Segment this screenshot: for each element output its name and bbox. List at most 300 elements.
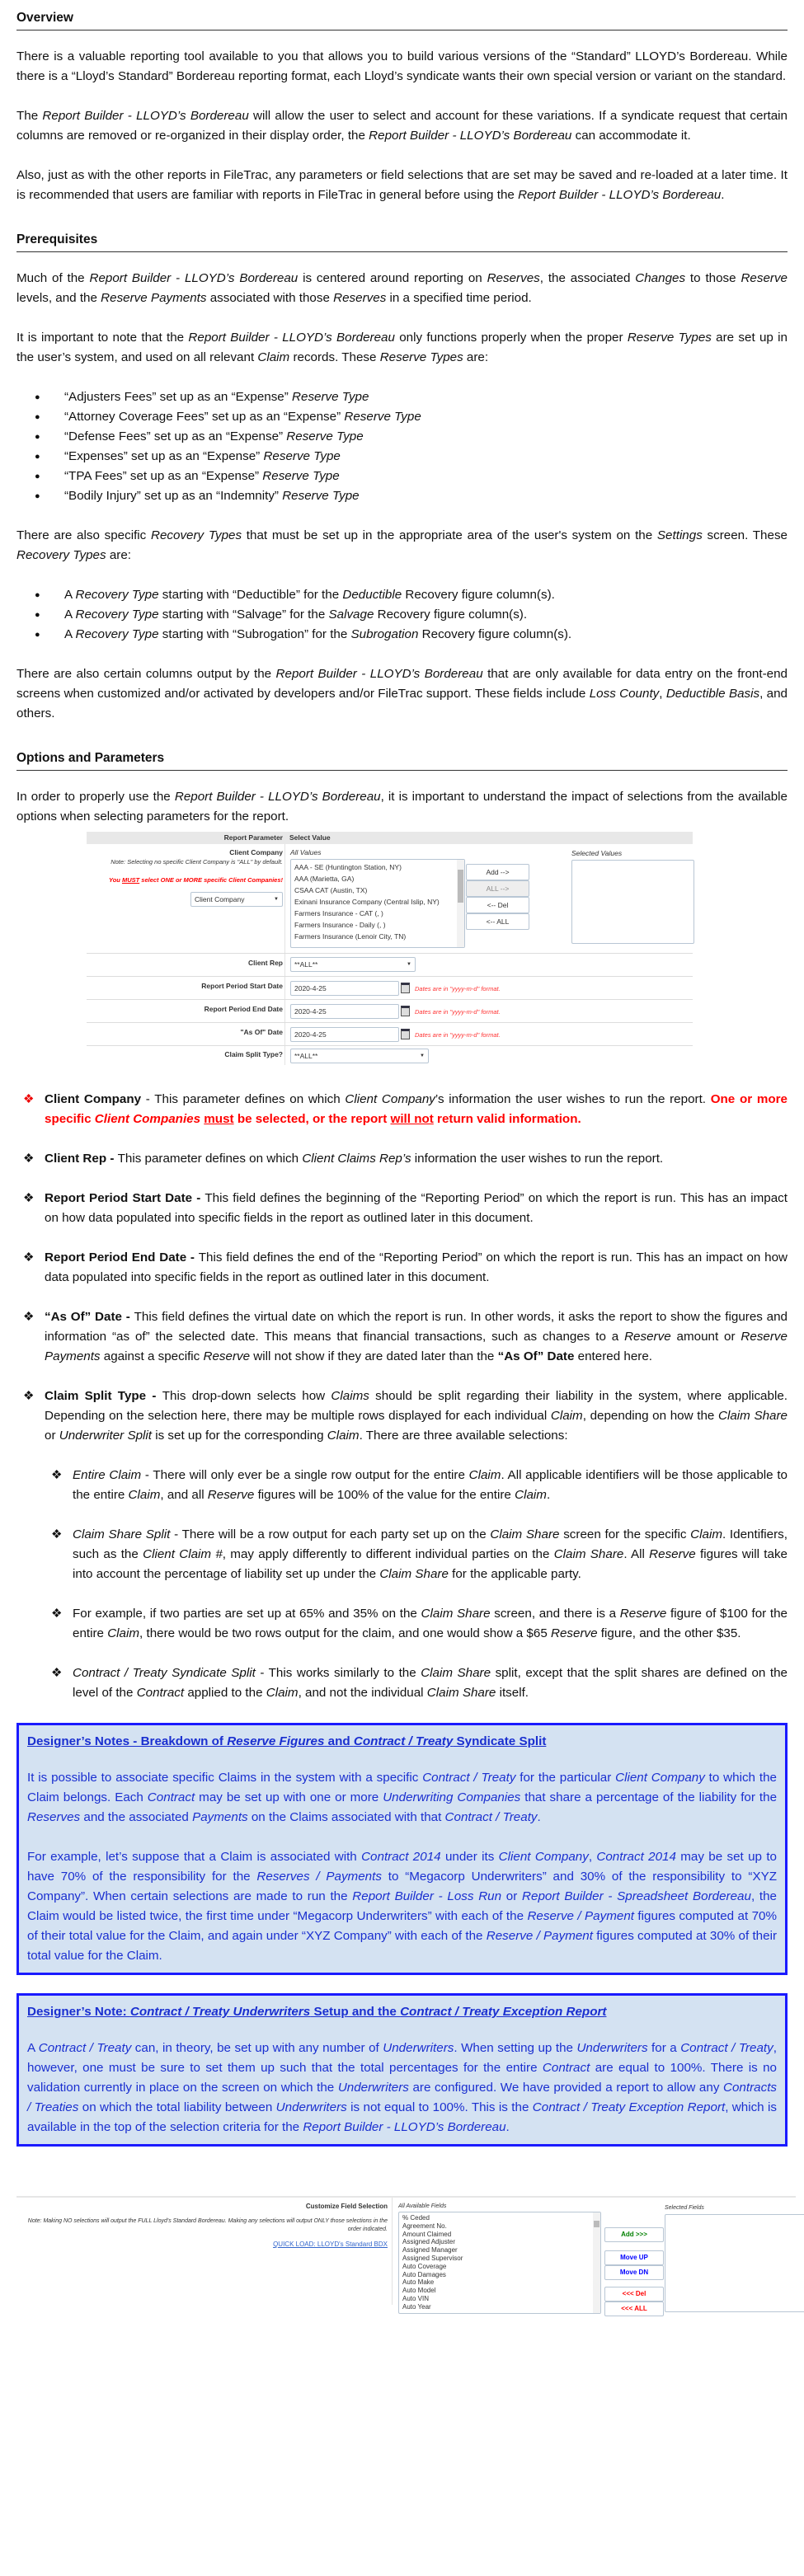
selected-values-listbox[interactable] bbox=[571, 860, 694, 944]
text-run: screen. These bbox=[702, 528, 788, 542]
text-run: Claims bbox=[331, 1389, 369, 1403]
client-company-note: Note: Selecting no specific Client Company is "ALL" by default. bbox=[110, 858, 283, 866]
text-run: Claim Share Split bbox=[73, 1527, 171, 1541]
calendar-icon[interactable] bbox=[401, 1006, 410, 1016]
warning-must: MUST bbox=[121, 876, 140, 884]
client-rep-select[interactable] bbox=[290, 957, 416, 972]
text-run: Settings bbox=[656, 528, 703, 542]
row-as-of-date bbox=[87, 1023, 693, 1046]
text-run: that share a percentage of the liability for the bbox=[520, 1790, 778, 1804]
chevron-down-icon: ▼ bbox=[420, 1053, 425, 1058]
text-run: Claim Share bbox=[379, 1567, 449, 1581]
text-run: and the associated bbox=[80, 1810, 193, 1824]
option-item bbox=[23, 1307, 788, 1367]
text-run: Reserves / Payments bbox=[256, 1870, 382, 1884]
sub-option-item bbox=[51, 1604, 788, 1644]
listbox-option[interactable]: Assigned Manager bbox=[402, 2246, 458, 2255]
list-item bbox=[64, 407, 788, 427]
text-run: Report Period Start Date - bbox=[45, 1191, 205, 1205]
selected-fields-label: Selected Fields bbox=[665, 2205, 704, 2211]
text-run: - This parameter defines on which bbox=[141, 1092, 346, 1106]
text-run: Loss County bbox=[589, 687, 660, 701]
text-run: figures computed at 30% of their total value for the Claim. bbox=[27, 1929, 778, 1963]
text-run: are: bbox=[463, 350, 489, 364]
text-run: Contracts / Treaties bbox=[27, 2081, 778, 2114]
warning-text: You bbox=[108, 876, 122, 884]
text-run: For example, if two parties are set up at 65% and 35% on the bbox=[73, 1607, 421, 1621]
chevron-down-icon: ▼ bbox=[274, 897, 279, 902]
text-run: Reserves bbox=[333, 291, 387, 305]
text-run: - There will be a row output for each party set up on the bbox=[170, 1527, 491, 1541]
as-of-date-input[interactable]: 2020-4-25 bbox=[290, 1027, 399, 1042]
text-run: Deductible Basis bbox=[665, 687, 760, 701]
text-run: Contract bbox=[147, 1790, 195, 1804]
text-run: can accommodate it. bbox=[571, 129, 691, 143]
add-all-button[interactable]: ALL --> bbox=[466, 880, 529, 897]
filter-select-value: Client Company bbox=[195, 895, 245, 903]
claim-split-label: Claim Split Type? bbox=[224, 1050, 283, 1058]
note-title bbox=[27, 1732, 777, 1752]
text-run: Contract / Treaty Underwriters bbox=[129, 2005, 311, 2019]
list-item bbox=[64, 427, 788, 447]
text-run: Claim Split Type - bbox=[45, 1389, 162, 1403]
listbox-option[interactable]: CSAA CAT (Austin, TX) bbox=[294, 886, 368, 894]
listbox-option[interactable]: Auto Damages bbox=[402, 2270, 446, 2278]
move-down-button[interactable]: Move DN bbox=[604, 2265, 664, 2280]
text-run: Subrogation bbox=[350, 627, 419, 641]
text-run: . Identifiers, such as the bbox=[73, 1527, 788, 1561]
add-field-button[interactable]: Add >>> bbox=[604, 2227, 664, 2242]
text-run: , however, one must be sure to set them up such that the total percentages for the entire bbox=[27, 2041, 777, 2075]
text-run: can, in theory, be set up with any number of bbox=[131, 2041, 383, 2055]
text-run: screen for the specific bbox=[559, 1527, 691, 1541]
text-run: starting with “Deductible” for the bbox=[158, 588, 343, 602]
delete-button[interactable]: <-- Del bbox=[466, 897, 529, 913]
text-run: figure of $100 for the entire bbox=[73, 1607, 788, 1640]
option-item bbox=[23, 1387, 788, 1703]
text-run: Changes bbox=[635, 271, 686, 285]
list-item bbox=[64, 486, 788, 506]
text-run: Reserve / Payment bbox=[486, 1929, 593, 1943]
designer-note-box bbox=[16, 1723, 788, 1975]
all-values-listbox[interactable] bbox=[290, 859, 465, 948]
text-run: Report Builder - LLOYD’s Bordereau bbox=[275, 667, 483, 681]
text-run: Report Builder - Loss Run bbox=[352, 1889, 502, 1903]
prereq-paragraph bbox=[16, 526, 788, 565]
text-run: Recovery Type bbox=[75, 608, 159, 622]
text-run: In order to properly use the bbox=[16, 790, 175, 804]
text-run: A bbox=[64, 608, 76, 622]
text-run: Client Companies bbox=[94, 1112, 201, 1126]
date-format-note: Dates are in "yyyy-m-d" format. bbox=[415, 1031, 501, 1039]
claim-split-select[interactable] bbox=[290, 1049, 429, 1063]
text-run: A bbox=[64, 588, 76, 602]
heading-options: Options and Parameters bbox=[16, 744, 788, 771]
text-run: is not equal to 100%. This is the bbox=[346, 2100, 533, 2114]
scrollbar[interactable] bbox=[457, 860, 464, 947]
text-run: Recovery figure column(s). bbox=[402, 588, 555, 602]
note-paragraph bbox=[27, 1768, 777, 1828]
text-run: starting with “Salvage” for the bbox=[158, 608, 329, 622]
text-run: Contract 2014 bbox=[596, 1850, 676, 1864]
text-run: records. These bbox=[289, 350, 380, 364]
text-run: This drop-down selects how bbox=[162, 1389, 331, 1403]
text-run: “Attorney Coverage Fees” set up as an “Expense” bbox=[64, 410, 345, 424]
text-run: . All applicable identifiers will be those applicable to the entire bbox=[73, 1468, 788, 1502]
diamond-bullet-icon: ❖ bbox=[23, 1092, 35, 1106]
option-item bbox=[23, 1090, 788, 1129]
text-run: Reserve bbox=[649, 1547, 696, 1561]
prereq-paragraph bbox=[16, 328, 788, 368]
text-run: for the applicable party. bbox=[448, 1567, 581, 1581]
text-run: Reserve bbox=[741, 271, 788, 285]
text-run: , and all bbox=[160, 1488, 208, 1502]
text-run: applied to the bbox=[184, 1686, 266, 1700]
text-run: Report Builder - LLOYD’s Bordereau bbox=[369, 129, 572, 143]
text-run: is centered around reporting on bbox=[298, 271, 487, 285]
text-run: figures will take into account the percentage of liability set up under the bbox=[73, 1547, 788, 1581]
text-run: Claim bbox=[128, 1488, 161, 1502]
text-run: , and others. bbox=[16, 687, 788, 720]
text-run: Claim bbox=[515, 1488, 547, 1502]
text-run: Report Builder - LLOYD’s Bordereau bbox=[42, 109, 249, 123]
text-run: One or more specific bbox=[45, 1092, 788, 1126]
text-run: may be set up to have 70% of the responsibility for the bbox=[27, 1850, 777, 1884]
text-run: are: bbox=[106, 548, 131, 562]
text-run: , bbox=[588, 1850, 597, 1864]
text-run: . bbox=[546, 1488, 551, 1502]
text-run: Contract / Treaty bbox=[353, 1734, 454, 1748]
text-run: Client Rep - bbox=[45, 1152, 118, 1166]
customize-field-note: Note: Making NO selections will output the FULL Lloyd's Standard Bordereau. Making any selections will output ONLY those selections in the order indicated. bbox=[27, 2218, 388, 2232]
calendar-icon[interactable] bbox=[401, 1029, 410, 1039]
text-run: “As Of” Date - bbox=[45, 1310, 134, 1324]
text-run: There are also certain columns output by the bbox=[16, 667, 276, 681]
text-run: Designer’s Note: bbox=[27, 2005, 130, 2019]
text-run: may be set up with one or more bbox=[195, 1790, 383, 1804]
text-run: A bbox=[64, 627, 76, 641]
paragraph bbox=[16, 166, 788, 205]
text-run: is set up for the corresponding bbox=[152, 1429, 327, 1443]
start-date-input[interactable]: 2020-4-25 bbox=[290, 981, 399, 996]
text-run: Recovery figure column(s). bbox=[418, 627, 572, 641]
text-run: that are only available for data entry on the front-end screens when customized and/or activated by developers and/or FileTrac support. These fields include bbox=[16, 667, 788, 701]
listbox-option[interactable]: Farmers Insurance (Lenoir City, TN) bbox=[294, 932, 407, 941]
prereq-paragraph bbox=[16, 269, 788, 308]
text-run: . All bbox=[623, 1547, 650, 1561]
option-item bbox=[23, 1248, 788, 1288]
text-run: Reserve Type bbox=[262, 469, 340, 483]
text-run: , there would be two rows output for the claim, and one would show a $65 bbox=[139, 1626, 551, 1640]
listbox-option[interactable]: Auto Make bbox=[402, 2278, 435, 2287]
client-company-warning bbox=[109, 875, 283, 884]
text-run: - This works similarly to the bbox=[255, 1666, 421, 1680]
text-run: Client Company bbox=[615, 1771, 705, 1785]
text-run: Reserve Type bbox=[344, 410, 421, 424]
text-run: . bbox=[537, 1810, 541, 1824]
listbox-option[interactable]: Assigned Adjuster bbox=[402, 2238, 456, 2246]
text-run: starting with “Subrogation” for the bbox=[158, 627, 351, 641]
text-run: - There will only ever be a single row output for the entire bbox=[141, 1468, 469, 1482]
text-run: Claim Share bbox=[426, 1686, 496, 1700]
recovery-types-list bbox=[16, 585, 788, 645]
designer-note-box bbox=[16, 1993, 788, 2147]
text-run: on which the total liability between bbox=[78, 2100, 276, 2114]
paragraph bbox=[16, 47, 788, 87]
options-list bbox=[16, 1090, 788, 1703]
client-company-filter-select[interactable] bbox=[190, 892, 283, 907]
heading-overview: Overview bbox=[16, 3, 788, 30]
text-run: Client Company bbox=[498, 1850, 589, 1864]
diamond-bullet-icon: ❖ bbox=[23, 1191, 35, 1205]
text-run: , bbox=[659, 687, 666, 701]
listbox-option[interactable]: AAA (Marietta, GA) bbox=[294, 875, 355, 883]
text-run: will not bbox=[390, 1112, 434, 1126]
text-run: Entire Claim bbox=[73, 1468, 142, 1482]
listbox-option[interactable]: Auto Coverage bbox=[402, 2262, 447, 2270]
selected-values-label: Selected Values bbox=[571, 849, 623, 857]
text-run: “Adjusters Fees” set up as an “Expense” bbox=[64, 390, 293, 404]
text-run: . bbox=[721, 188, 725, 202]
text-run: . There are three available selections: bbox=[359, 1429, 568, 1443]
text-run: Claim Share bbox=[718, 1409, 788, 1423]
reserve-types-list bbox=[16, 387, 788, 506]
text-run: , the Claim would be listed twice, the first time under “Megacorp Underwriters” with each of the bbox=[27, 1889, 777, 1923]
note-title bbox=[27, 2002, 777, 2022]
text-run: Report Builder - LLOYD’s Bordereau bbox=[174, 790, 381, 804]
text-run: split, except that the split shares are defined on the level of the bbox=[73, 1666, 788, 1700]
text-run: Report Builder - LLOYD’s Bordereau bbox=[303, 2120, 506, 2134]
claim-split-value: **ALL** bbox=[294, 1052, 318, 1060]
listbox-option[interactable]: Auto VIN bbox=[402, 2294, 430, 2302]
delete-field-button[interactable]: <<< Del bbox=[604, 2287, 664, 2302]
calendar-icon[interactable] bbox=[401, 983, 410, 993]
text-run: , and not the individual bbox=[298, 1686, 427, 1700]
list-item bbox=[64, 387, 788, 407]
listbox-option[interactable]: Auto Model bbox=[402, 2287, 436, 2295]
text-run: Reserve Types bbox=[627, 331, 712, 345]
text-run: This field defines the end of the “Reporting Period” on which the report is run. This has an impact on how data populated into specific fields in the report as outlined later in this document. bbox=[45, 1250, 788, 1284]
date-format-note: Dates are in "yyyy-m-d" format. bbox=[415, 1008, 501, 1016]
diamond-bullet-icon: ❖ bbox=[51, 1468, 63, 1482]
diamond-bullet-icon: ❖ bbox=[23, 1250, 35, 1265]
row-client-rep bbox=[87, 954, 693, 977]
text-run: Reserve / Payment bbox=[527, 1909, 634, 1923]
text-run: Reserves bbox=[487, 271, 540, 285]
text-run: Reserve Payments bbox=[45, 1330, 788, 1363]
text-run: Claim Share bbox=[553, 1547, 624, 1561]
selected-fields-listbox[interactable] bbox=[665, 2214, 804, 2312]
listbox-option[interactable]: Farmers Insurance - Daily (, ) bbox=[294, 921, 386, 929]
text-run: associated with those bbox=[206, 291, 334, 305]
text-run: Report Builder - LLOYD’s Bordereau bbox=[518, 188, 722, 202]
paragraph bbox=[16, 106, 788, 146]
client-rep-label: Client Rep bbox=[247, 959, 283, 967]
text-run: Contract bbox=[136, 1686, 185, 1700]
scrollbar[interactable] bbox=[593, 2212, 600, 2313]
delete-all-fields-button[interactable]: <<< ALL bbox=[604, 2302, 664, 2316]
text-run: Contract / Treaty Exception Report bbox=[532, 2100, 726, 2114]
client-company-label: Client Company bbox=[229, 848, 283, 856]
text-run: Reserve Type bbox=[282, 489, 360, 503]
sub-option-item bbox=[51, 1525, 788, 1584]
text-run: A bbox=[27, 2041, 39, 2055]
text-run: Reserve bbox=[207, 1488, 255, 1502]
text-run: Salvage bbox=[328, 608, 374, 622]
text-run: Reserve Type bbox=[263, 449, 341, 463]
option-item bbox=[23, 1149, 788, 1169]
text-run: Contract / Treaty Syndicate Split bbox=[73, 1666, 256, 1680]
text-run: “Defense Fees” set up as an “Expense” bbox=[64, 429, 287, 443]
diamond-bullet-icon: ❖ bbox=[23, 1310, 35, 1324]
end-date-label: Report Period End Date bbox=[204, 1005, 283, 1013]
listbox-option[interactable]: Farmers Insurance - CAT (, ) bbox=[294, 909, 383, 917]
text-run: “Expenses” set up as an “Expense” bbox=[64, 449, 264, 463]
quick-load-link[interactable]: QUICK LOAD: LLOYD's Standard BDX bbox=[273, 2241, 388, 2248]
text-run: Client Company bbox=[45, 1092, 142, 1106]
text-run: be selected, or the report bbox=[233, 1112, 391, 1126]
text-run: levels, and the bbox=[16, 291, 101, 305]
as-of-date-label: "As Of" Date bbox=[240, 1028, 283, 1036]
start-date-label: Report Period Start Date bbox=[201, 982, 283, 990]
text-run: Contract bbox=[542, 2061, 590, 2075]
note-paragraph bbox=[27, 2039, 777, 2137]
text-run: Reserve bbox=[619, 1607, 667, 1621]
text-run: Claim Share bbox=[490, 1527, 560, 1541]
listbox-option[interactable]: Agreement No. bbox=[402, 2222, 447, 2230]
text-run: to “Megacorp Underwriters” and 30% of the responsibility to “XYZ Company”. When certain selections are made to run the bbox=[27, 1870, 777, 1903]
text-run: Contract / Treaty bbox=[444, 1810, 538, 1824]
options-paragraph bbox=[16, 787, 788, 827]
text-run: Deductible bbox=[342, 588, 402, 602]
sub-option-item bbox=[51, 1466, 788, 1505]
listbox-option[interactable]: Auto Year bbox=[402, 2302, 431, 2311]
text-run: Contract / Treaty bbox=[422, 1771, 516, 1785]
text-run: Contract / Treaty bbox=[38, 2041, 132, 2055]
listbox-option[interactable]: % Ceded bbox=[402, 2214, 430, 2222]
text-run: to which the Claim belongs. Each bbox=[27, 1771, 777, 1804]
listbox-option[interactable]: AAA - SE (Huntington Station, NY) bbox=[294, 863, 402, 871]
text-run: are equal to 100%. There is no validation currently in place on the screen on which the bbox=[27, 2061, 777, 2095]
form-header bbox=[87, 832, 693, 844]
text-run: For example, let’s suppose that a Claim is associated with bbox=[27, 1850, 362, 1864]
text-run: The bbox=[16, 109, 43, 123]
listbox-option[interactable]: Amount Claimed bbox=[402, 2230, 452, 2238]
text-run: Underwriter Split bbox=[59, 1429, 152, 1443]
text-run: Reserve bbox=[624, 1330, 671, 1344]
text-run: in a specified time period. bbox=[386, 291, 532, 305]
text-run: Contract 2014 bbox=[361, 1850, 441, 1864]
text-run: , may apply differently to different individual parties on the bbox=[222, 1547, 554, 1561]
text-run: Underwriters bbox=[383, 2041, 454, 2055]
text-run: that must be set up in the appropriate area of the user's system on the bbox=[242, 528, 657, 542]
text-run: Reserve bbox=[203, 1349, 251, 1363]
text-run: Recovery Types bbox=[151, 528, 242, 542]
diamond-bullet-icon: ❖ bbox=[51, 1666, 63, 1680]
text-run: Setup and the bbox=[310, 2005, 401, 2019]
text-run: figures computed at 70% of their total value for the Claim, and again under “XYZ Company” with each of the bbox=[27, 1909, 778, 1943]
text-run: Client Claims Rep’s bbox=[302, 1152, 411, 1166]
available-fields-label: All Available Fields bbox=[398, 2203, 447, 2209]
text-run: and bbox=[324, 1734, 354, 1748]
text-run: . bbox=[505, 2120, 510, 2134]
text-run: Underwriters bbox=[337, 2081, 409, 2095]
list-item bbox=[64, 605, 788, 625]
list-item bbox=[64, 447, 788, 467]
text-run: Client Claim # bbox=[143, 1547, 223, 1561]
text-run: Much of the bbox=[16, 271, 90, 285]
date-format-note: Dates are in "yyyy-m-d" format. bbox=[415, 985, 501, 992]
text-run: This field defines the virtual date on which the report is run. In other words, it asks the report to show the figures and information “as of” the selected date. This means that financial transactions, such as changes to a bbox=[45, 1310, 788, 1344]
text-run: against a specific bbox=[100, 1349, 204, 1363]
text-run: Recovery Type bbox=[75, 588, 159, 602]
text-run: Claim bbox=[690, 1527, 722, 1541]
text-run: Contract / Treaty Exception Report bbox=[400, 2005, 607, 2019]
text-run: entered here. bbox=[574, 1349, 653, 1363]
text-run: Reserve Type bbox=[286, 429, 364, 443]
text-run: This field defines the beginning of the “Reporting Period” on which the report is run. This has an impact on how data populated into specific fields in the report as outlined later in this document. bbox=[45, 1191, 788, 1225]
report-parameters-form bbox=[87, 832, 693, 1065]
option-item bbox=[23, 1189, 788, 1228]
text-run: Claim bbox=[107, 1626, 140, 1640]
text-run: Also, just as with the other reports in FileTrac, any parameters or field selections that are set may be saved and re-loaded at a later time. It is recommended that users are familiar with reports in FileTrac in general before using the bbox=[16, 168, 788, 202]
warning-text: select ONE or MORE specific Client Companies! bbox=[139, 876, 283, 884]
text-run: Report Builder - LLOYD’s Bordereau bbox=[188, 331, 395, 345]
text-run: It is possible to associate specific Claims in the system with a specific bbox=[27, 1771, 423, 1785]
text-run: Recovery Type bbox=[75, 627, 159, 641]
text-run: Recovery Types bbox=[16, 548, 106, 562]
text-run: Claim bbox=[327, 1429, 360, 1443]
text-run: Designer’s Notes - Breakdown of bbox=[27, 1734, 228, 1748]
col-select-value: Select Value bbox=[289, 833, 331, 842]
text-run: are set up in the user’s system, and used on all relevant bbox=[16, 331, 788, 364]
move-up-button[interactable]: Move UP bbox=[604, 2250, 664, 2265]
sub-option-item bbox=[51, 1663, 788, 1703]
text-run: amount or bbox=[670, 1330, 741, 1344]
listbox-option[interactable]: Assigned Supervisor bbox=[402, 2254, 463, 2262]
text-run: This parameter defines on which bbox=[117, 1152, 303, 1166]
diamond-bullet-icon: ❖ bbox=[23, 1152, 35, 1166]
text-run: to those bbox=[685, 271, 741, 285]
text-run: Reserve Payments bbox=[101, 291, 207, 305]
list-item bbox=[64, 625, 788, 645]
text-run: Claim Share bbox=[421, 1607, 491, 1621]
end-date-input[interactable]: 2020-4-25 bbox=[290, 1004, 399, 1019]
text-run: Claim bbox=[468, 1468, 501, 1482]
available-fields-listbox[interactable] bbox=[398, 2212, 601, 2314]
text-run: “TPA Fees” set up as an “Expense” bbox=[64, 469, 263, 483]
text-run: ’s information the user wishes to run the report. bbox=[435, 1092, 711, 1106]
heading-prerequisites: Prerequisites bbox=[16, 225, 788, 252]
text-run: Report Builder - Spreadsheet Bordereau bbox=[522, 1889, 751, 1903]
customize-field-selection-form bbox=[16, 2196, 796, 2313]
delete-all-button[interactable]: <-- ALL bbox=[466, 913, 529, 930]
add-button[interactable]: Add --> bbox=[466, 864, 529, 880]
row-end-date bbox=[87, 1000, 693, 1023]
text-run: Recovery figure column(s). bbox=[374, 608, 528, 622]
text-run: Client Company bbox=[345, 1092, 435, 1106]
note-paragraph bbox=[27, 1847, 777, 1966]
col-report-parameter: Report Parameter bbox=[223, 833, 283, 842]
listbox-option[interactable]: Exinani Insurance Company (Central Islip, NY) bbox=[294, 898, 440, 906]
text-run: Syndicate Split bbox=[453, 1734, 547, 1748]
text-run: , it is important to understand the impact of selections from the available options when selecting parameters for the report. bbox=[16, 790, 788, 823]
text-run: must bbox=[204, 1112, 234, 1126]
text-run: return valid information. bbox=[433, 1112, 581, 1126]
text-run: Claim bbox=[550, 1409, 583, 1423]
text-run: Report Period End Date - bbox=[45, 1250, 199, 1265]
text-run: will not show if they are dated later than the bbox=[250, 1349, 498, 1363]
